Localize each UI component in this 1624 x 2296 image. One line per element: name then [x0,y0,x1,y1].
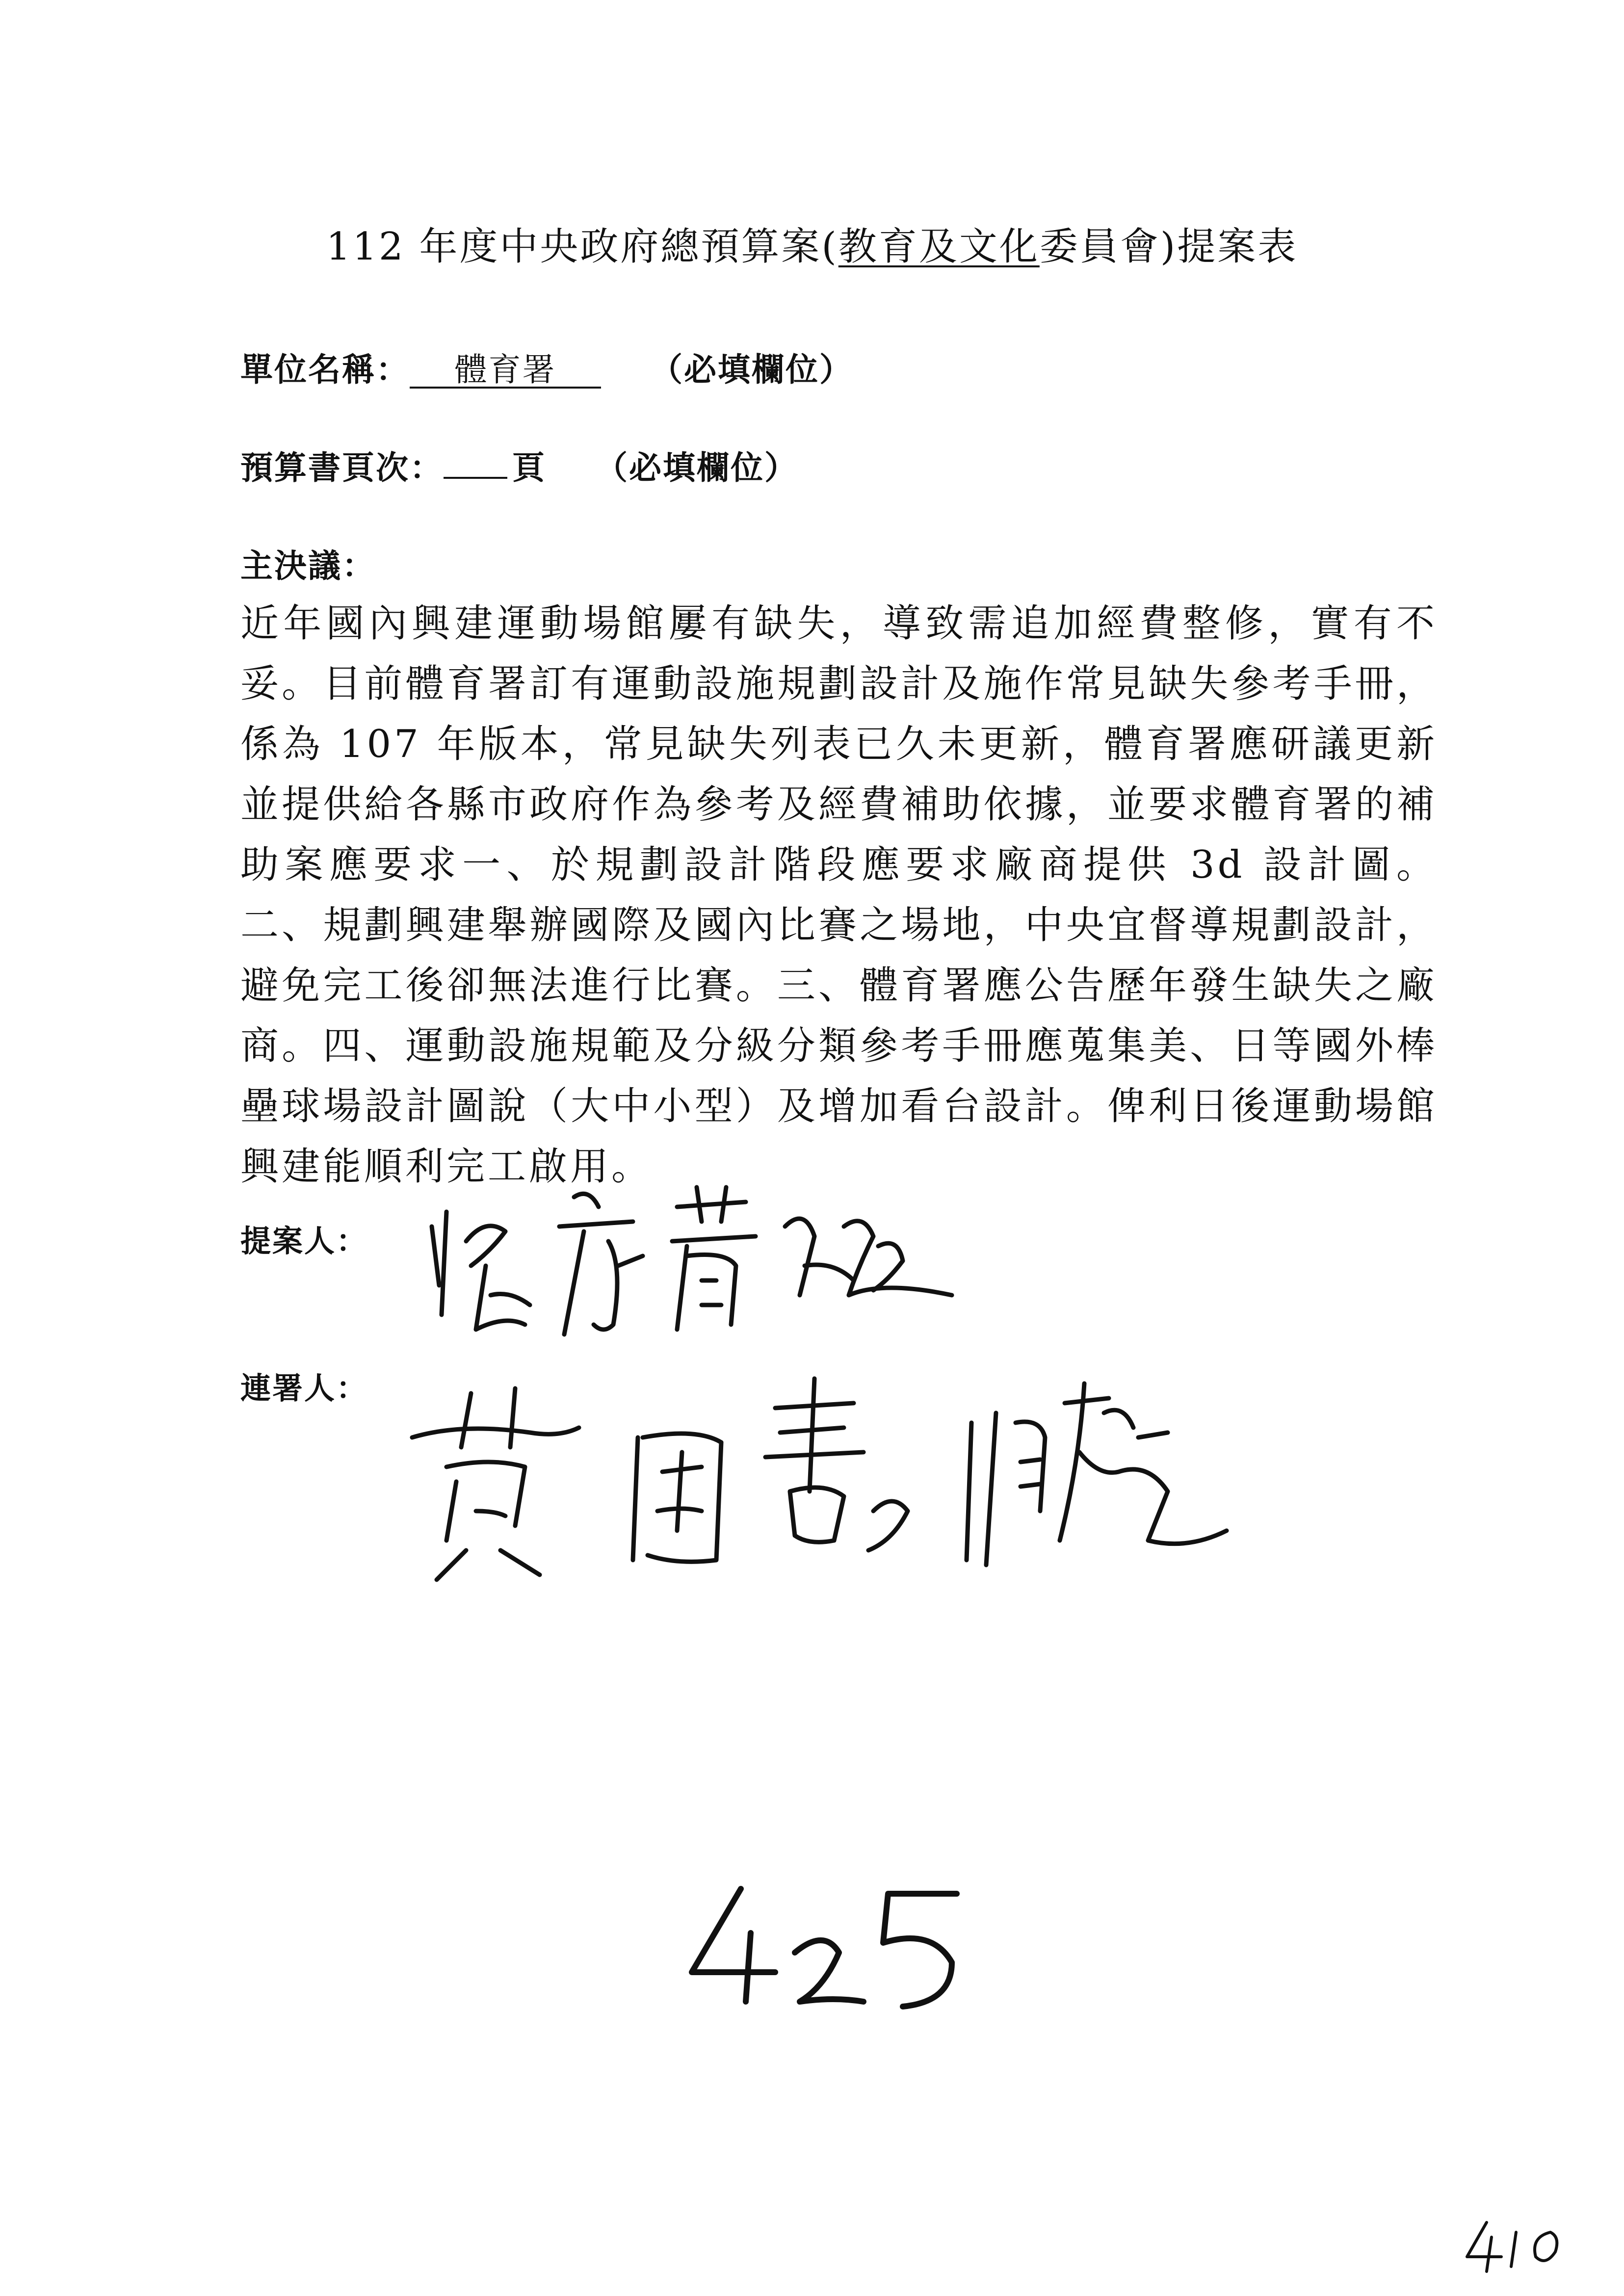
cosigner-signature [402,1364,1285,1585]
document-title [0,216,1624,271]
cosigner-label: 連署人： [240,1370,368,1406]
unit-row [240,343,853,390]
handwritten-page-number [1457,2213,1575,2276]
proposer-signature [412,1168,1001,1364]
unit-label: 單位名稱： [240,351,410,389]
title-suffix: 委員會)提案表 [1039,225,1298,269]
main-resolution-body: 近年國內興建運動場館屢有缺失，導致需追加經費整修，實有不妥。目前體育署訂有運動設施規劃設計及施作常見缺失參考手冊，係為 107 年版本，常見缺失列表已久未更新，體育署應研議更新並提供給各縣市政府作為參考及經費補助依據，並要求體育署的補助案應要求一、於規劃設計階段應要求廠商提供 3d 設計圖。二、規劃興建舉辦國際及國內比賽之場地，中央宜督導規劃設計，避免完工後卻無法進行比賽。三、體育署應公告歷年發生缺失之廠商。四、運動設施規範及分級分類參考手冊應蒐集美、日等國外棒壘球場設計圖說（大中小型）及增加看台設計。俾利日後運動場館興建能順利完工啟用。 [240,601,1438,1189]
unit-field: 體育署 [410,353,601,389]
unit-required-note: （必填欄位） [650,351,853,389]
handwritten-number [677,1874,981,2021]
budget-page-required-note: （必填欄位） [595,449,798,487]
budget-page-row [240,442,798,488]
budget-page-field [444,477,507,479]
title-committee: 教育及文化 [838,225,1040,269]
proposer-label: 提案人： [240,1223,368,1259]
main-resolution-heading: 主決議： [240,547,376,585]
title-prefix: 112 年度中央政府總預算案( [326,225,838,269]
budget-page-label: 預算書頁次： [240,449,444,487]
budget-page-suffix: 頁 [512,449,546,487]
